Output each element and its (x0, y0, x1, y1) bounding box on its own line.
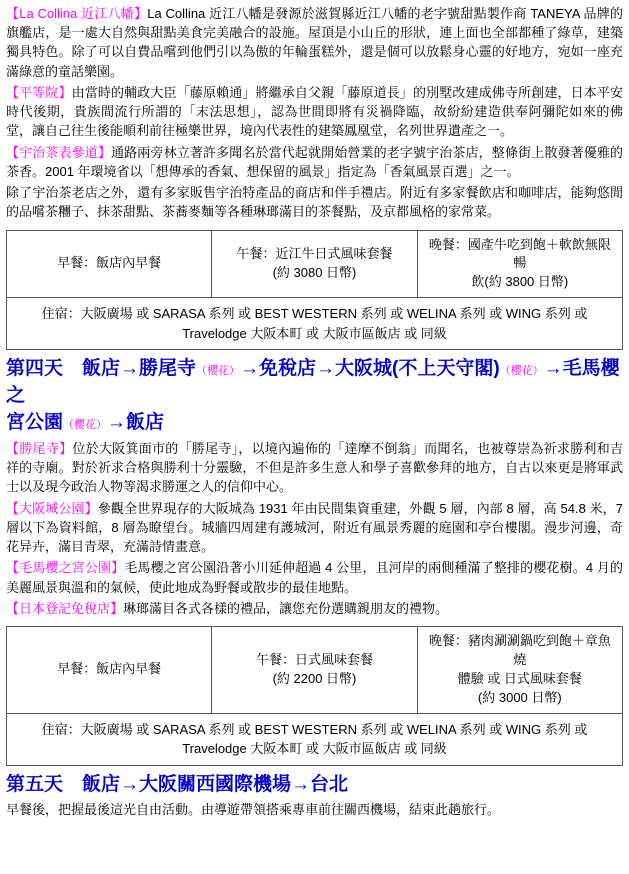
dinner-cell (417, 230, 622, 298)
sakura-mark: （櫻花） (499, 365, 544, 378)
hotel-cell (7, 298, 623, 350)
lunch-cell (212, 230, 417, 298)
table-row (7, 627, 623, 713)
hotel-line-1: 住宿：大阪廣場 或 SARASA 系列 或 BEST WESTERN 系列 或 WELINA 系列 或 WING 系列 或 (41, 721, 588, 737)
day4-heading-part5: →飯店 (107, 412, 165, 434)
dinner-label: 晚餐：豬肉涮涮鍋吃到飽＋章魚燒 (428, 633, 611, 667)
day4-heading-part3: →毛馬櫻之 (6, 358, 620, 407)
dinner-label: 晚餐：國產牛吃到飽＋軟飲無限暢 (428, 236, 611, 271)
paragraph-uji-tea (6, 143, 623, 181)
meal-table-day4 (6, 626, 623, 765)
paragraph-text: 除了宇治茶老店之外，還有多家販售宇治特產品的商店和伴手禮店。附近有多家餐飲店和咖啡店，能夠悠閒的品嚐茶糰子、抹茶甜點、茶蕎麥麵等各種琳瑯滿目的茶餐點，及京都風格的家常菜。 (6, 185, 623, 220)
hotel-cell (7, 713, 623, 765)
day4-heading-part2: →免稅店→大阪城(不上天守閣) (240, 358, 500, 380)
paragraph-text: La Collina 近江八幡是發源於滋賀縣近江八幡的老字號甜點製作商 TANEYA 品牌的旗艦店，是一處大自然與甜點美食完美融合的設施。屋頂是小山丘的形狀，連上面也全部都種了綠草，建築獨具特色。除了可以自費品嚐到他們引以為傲的年輪蛋糕外，還是個可以放鬆身心靈的好地方，宛如一座充滿綠意的童話樂園。 (6, 6, 623, 79)
lunch-label: 午餐：日式風味套餐 (255, 651, 373, 667)
hotel-line-1: 住宿：大阪廣場 或 SARASA 系列 或 BEST WESTERN 系列 或 WELINA 系列 或 WING 系列 或 (41, 306, 588, 322)
paragraph-la-collina (6, 4, 623, 81)
paragraph-uji-tea-shops (6, 183, 623, 221)
paragraph-day5: 早餐後，把握最後這光自由活動。由導遊帶領搭乘專車前往關西機場，結束此趟旅行。 (6, 802, 501, 818)
table-row (7, 230, 623, 298)
day4-heading-part1: 第四天 飯店→勝尾寺 (6, 358, 197, 380)
paragraph-text: 參觀全世界現存的大阪城為 1931 年由民間集資重建，外觀 5 層，內部 8 層，高 54.8 米，7 層以下為資料館，8 層為瞭望台。城牆四周建有護城河，附近有風景秀麗的庭園和亭台樓閣。漫步河邊，奇花异卉，滿目青翠，充滿詩情畫意。 (6, 500, 623, 555)
lunch-cell (212, 627, 417, 713)
paragraph-tag: 【毛馬櫻之宮公園】 (6, 560, 125, 576)
paragraph-tag: 【大阪城公園】 (6, 500, 98, 516)
paragraph-kema-sakuranomiya (6, 558, 623, 596)
lunch-price: (約 3080 日幣) (272, 264, 357, 280)
breakfast-cell: 早餐：飯店內早餐 (7, 230, 212, 298)
paragraph-text: 位於大阪箕面市的「勝尾寺」，以境內遍佈的「達摩不倒翁」而聞名，也被尊崇為祈求勝利和吉祥的寺廟。對於祈求合格與勝利十分靈驗，不但是許多生意人和學子喜歡參拜的地方，自古以來更是將軍武士以及現今政治人物等渴求勝運之人的信仰中心。 (6, 441, 623, 495)
day4-heading-part4: 宮公園 (6, 412, 64, 434)
table-row (7, 298, 623, 350)
dinner-price: (約 3000 日幣) (477, 689, 562, 705)
dinner-option: 體驗 或 日式風味套餐 (457, 670, 582, 686)
day5-heading: 第五天 飯店→大阪關西國際機場→台北 (6, 773, 349, 795)
paragraph-tag: 【宇治茶表參道】 (6, 144, 112, 160)
paragraph-heiutouin (6, 83, 623, 141)
paragraph-katsuoji (6, 439, 623, 497)
dinner-cell (417, 627, 622, 713)
paragraph-tag: 【La Collina 近江八幡】 (6, 6, 148, 21)
paragraph-tag: 【日本登記免稅店】 (6, 600, 124, 616)
hotel-line-2: Travelodge 大阪本町 或 大阪市區飯店 或 同級 (182, 325, 447, 341)
hotel-line-2: Travelodge 大阪本町 或 大阪市區飯店 或 同級 (182, 741, 447, 756)
sakura-mark: （櫻花） (63, 419, 108, 432)
meal-table-day3 (6, 230, 623, 351)
table-row (7, 713, 623, 765)
sakura-mark: （櫻花） (196, 365, 241, 378)
paragraph-text: 琳瑯滿目各式各樣的禮品，讓您充份選購親朋友的禮物。 (123, 600, 449, 616)
day4-heading (6, 356, 623, 437)
paragraph-text: 毛馬櫻之宮公園沿著小川延伸超過 4 公里，且河岸的兩側種滿了整排的櫻花樹。4 月的美麗風景與溫和的氣候，使此地成為野餐或散步的最佳地點。 (6, 560, 623, 595)
paragraph-tag: 【平等院】 (6, 84, 72, 100)
lunch-label: 午餐：近江牛日式風味套餐 (236, 246, 393, 261)
paragraph-text: 通路兩旁林立著許多聞名於當代起就開始營業的老字號宇治茶店，整條街上散發著優雅的茶香。2001 年環境省以「想傳承的香氣、想保留的風景」指定為「香氣風景百選」之一。 (6, 144, 623, 179)
paragraph-tag: 【勝尾寺】 (6, 441, 73, 457)
breakfast-cell: 早餐：飯店內早餐 (7, 627, 212, 713)
lunch-price: (約 2200 日幣) (272, 670, 357, 686)
paragraph-text: 由當時的輔政大臣「藤原賴通」將繼承自父親「藤原道長」的別墅改建成佛寺所創建，日本平安時代後期，貴族間流行所謂的「末法思想」，認為世間即將有災禍降臨，故紛紛建造供奉阿彌陀如來的佛堂，讓自己往生後能順利前往極樂世界，境內代表性的建築鳳凰堂，名列世界遺產之一。 (6, 84, 623, 139)
paragraph-osaka-castle (6, 499, 623, 557)
paragraph-duty-free (6, 599, 623, 618)
dinner-price: 飲(約 3800 日幣) (471, 274, 569, 290)
